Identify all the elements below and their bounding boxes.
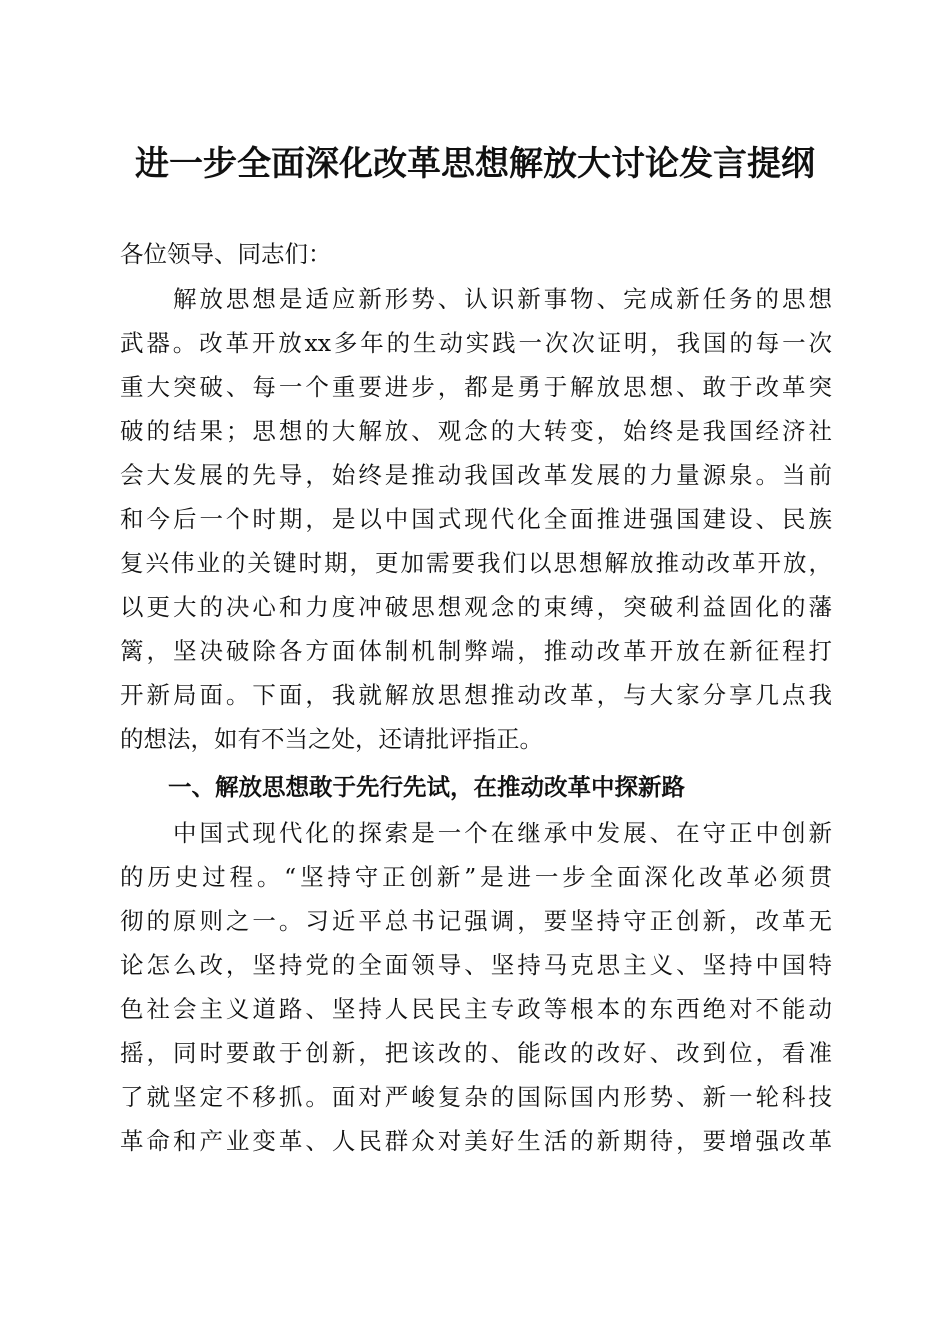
paragraph-1-line: 开新局面。下面，我就解放思想推动改革，与大家分享几点我: [120, 681, 832, 709]
paragraph-2-line: 中国式现代化的探索是一个在继承中发展、在守正中创新: [120, 819, 832, 847]
section-1-heading: 一、解放思想敢于先行先试，在推动改革中探新路: [168, 773, 685, 801]
paragraph-2-line: 色社会主义道路、坚持人民民主专政等根本的东西绝对不能动: [120, 995, 832, 1023]
greeting: 各位领导、同志们：: [120, 240, 332, 268]
paragraph-2-line: 彻的原则之一。习近平总书记强调，要坚持守正创新，改革无: [120, 907, 832, 935]
paragraph-1-line: 会大发展的先导，始终是推动我国改革发展的力量源泉。当前: [120, 461, 832, 489]
paragraph-2-line: 了就坚定不移抓。面对严峻复杂的国际国内形势、新一轮科技: [120, 1083, 832, 1111]
paragraph-1-line: 以更大的决心和力度冲破思想观念的束缚，突破利益固化的藩: [120, 593, 832, 621]
paragraph-2-line: 的历史过程。“坚持守正创新”是进一步全面深化改革必须贯: [120, 863, 832, 891]
paragraph-1-line: 武器。改革开放xx多年的生动实践一次次证明，我国的每一次: [120, 329, 832, 357]
document-title: 进一步全面深化改革思想解放大讨论发言提纲: [135, 144, 815, 184]
paragraph-1-line: 和今后一个时期，是以中国式现代化全面推进强国建设、民族: [120, 505, 832, 533]
paragraph-2-line: 革命和产业变革、人民群众对美好生活的新期待，要增强改革: [120, 1127, 832, 1155]
paragraph-1-line: 的想法，如有不当之处，还请批评指正。: [120, 725, 543, 753]
paragraph-1-line: 破的结果；思想的大解放、观念的大转变，始终是我国经济社: [120, 417, 832, 445]
paragraph-2-line: 论怎么改，坚持党的全面领导、坚持马克思主义、坚持中国特: [120, 951, 832, 979]
paragraph-1-line: 重大突破、每一个重要进步，都是勇于解放思想、敢于改革突: [120, 373, 832, 401]
paragraph-1-line: 篱，坚决破除各方面体制机制弊端，推动改革开放在新征程打: [120, 637, 832, 665]
paragraph-1-line: 解放思想是适应新形势、认识新事物、完成新任务的思想: [120, 285, 832, 313]
paragraph-1-line: 复兴伟业的关键时期，更加需要我们以思想解放推动改革开放，: [120, 549, 832, 577]
paragraph-2-line: 摇，同时要敢于创新，把该改的、能改的改好、改到位，看准: [120, 1039, 832, 1067]
